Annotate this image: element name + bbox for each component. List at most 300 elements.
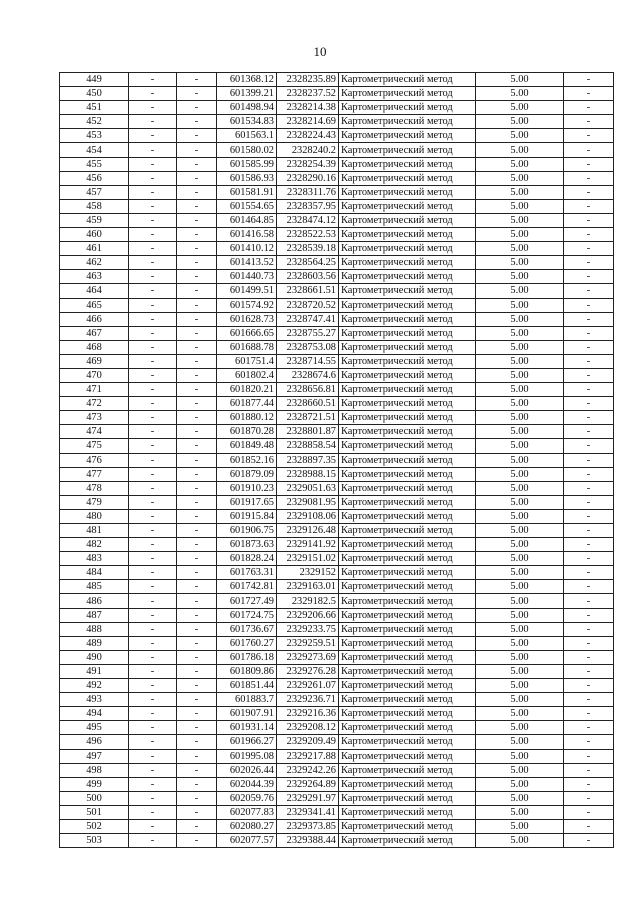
col3-cell: -	[177, 284, 217, 298]
last-col-cell: -	[564, 580, 614, 594]
col2-cell: -	[129, 242, 177, 256]
method-cell: Картометрический метод	[339, 284, 476, 298]
col3-cell: -	[177, 256, 217, 270]
method-cell: Картометрический метод	[339, 594, 476, 608]
y-coordinate-cell: 2329108.06	[277, 509, 339, 523]
method-cell: Картометрический метод	[339, 256, 476, 270]
table-row	[60, 805, 614, 819]
x-coordinate-cell: 601851.44	[217, 679, 277, 693]
col3-cell: -	[177, 171, 217, 185]
method-cell: Картометрический метод	[339, 552, 476, 566]
table-row	[60, 707, 614, 721]
x-coordinate-cell: 601580.02	[217, 143, 277, 157]
y-coordinate-cell: 2329163.01	[277, 580, 339, 594]
table-row	[60, 171, 614, 185]
accuracy-cell: 5.00	[476, 284, 564, 298]
col2-cell: -	[129, 397, 177, 411]
col3-cell: -	[177, 664, 217, 678]
table-row	[60, 791, 614, 805]
col3-cell: -	[177, 819, 217, 833]
col2-cell: -	[129, 368, 177, 382]
method-cell: Картометрический метод	[339, 439, 476, 453]
accuracy-cell: 5.00	[476, 242, 564, 256]
col2-cell: -	[129, 834, 177, 848]
x-coordinate-cell: 601966.27	[217, 735, 277, 749]
x-coordinate-cell: 601413.52	[217, 256, 277, 270]
accuracy-cell: 5.00	[476, 87, 564, 101]
table-row	[60, 763, 614, 777]
method-cell: Картометрический метод	[339, 171, 476, 185]
point-number-cell: 471	[60, 383, 129, 397]
last-col-cell: -	[564, 270, 614, 284]
method-cell: Картометрический метод	[339, 115, 476, 129]
accuracy-cell: 5.00	[476, 340, 564, 354]
x-coordinate-cell: 601586.93	[217, 171, 277, 185]
y-coordinate-cell: 2328474.12	[277, 213, 339, 227]
point-number-cell: 466	[60, 312, 129, 326]
last-col-cell: -	[564, 805, 614, 819]
table-row	[60, 354, 614, 368]
table-row	[60, 284, 614, 298]
table-row	[60, 481, 614, 495]
accuracy-cell: 5.00	[476, 397, 564, 411]
col3-cell: -	[177, 777, 217, 791]
point-number-cell: 472	[60, 397, 129, 411]
col3-cell: -	[177, 834, 217, 848]
col2-cell: -	[129, 340, 177, 354]
y-coordinate-cell: 2329151.02	[277, 552, 339, 566]
last-col-cell: -	[564, 707, 614, 721]
accuracy-cell: 5.00	[476, 805, 564, 819]
col2-cell: -	[129, 594, 177, 608]
last-col-cell: -	[564, 566, 614, 580]
point-number-cell: 465	[60, 298, 129, 312]
accuracy-cell: 5.00	[476, 735, 564, 749]
accuracy-cell: 5.00	[476, 101, 564, 115]
col2-cell: -	[129, 495, 177, 509]
accuracy-cell: 5.00	[476, 467, 564, 481]
method-cell: Картометрический метод	[339, 538, 476, 552]
col2-cell: -	[129, 199, 177, 213]
x-coordinate-cell: 602026.44	[217, 763, 277, 777]
page-number: 10	[313, 44, 327, 59]
point-number-cell: 493	[60, 693, 129, 707]
y-coordinate-cell: 2328988.15	[277, 467, 339, 481]
x-coordinate-cell: 601849.48	[217, 439, 277, 453]
last-col-cell: -	[564, 791, 614, 805]
point-number-cell: 469	[60, 354, 129, 368]
point-number-cell: 499	[60, 777, 129, 791]
accuracy-cell: 5.00	[476, 749, 564, 763]
y-coordinate-cell: 2328224.43	[277, 129, 339, 143]
col2-cell: -	[129, 650, 177, 664]
last-col-cell: -	[564, 650, 614, 664]
col3-cell: -	[177, 721, 217, 735]
col3-cell: -	[177, 270, 217, 284]
col3-cell: -	[177, 326, 217, 340]
table-row	[60, 566, 614, 580]
last-col-cell: -	[564, 213, 614, 227]
method-cell: Картометрический метод	[339, 368, 476, 382]
col3-cell: -	[177, 383, 217, 397]
point-number-cell: 494	[60, 707, 129, 721]
col2-cell: -	[129, 679, 177, 693]
last-col-cell: -	[564, 467, 614, 481]
point-number-cell: 489	[60, 636, 129, 650]
accuracy-cell: 5.00	[476, 411, 564, 425]
point-number-cell: 478	[60, 481, 129, 495]
accuracy-cell: 5.00	[476, 834, 564, 848]
y-coordinate-cell: 2328897.35	[277, 453, 339, 467]
x-coordinate-cell: 601581.91	[217, 185, 277, 199]
y-coordinate-cell: 2329051.63	[277, 481, 339, 495]
x-coordinate-cell: 601751.4	[217, 354, 277, 368]
method-cell: Картометрический метод	[339, 693, 476, 707]
x-coordinate-cell: 601464.85	[217, 213, 277, 227]
accuracy-cell: 5.00	[476, 312, 564, 326]
accuracy-cell: 5.00	[476, 326, 564, 340]
point-number-cell: 480	[60, 509, 129, 523]
point-number-cell: 473	[60, 411, 129, 425]
col3-cell: -	[177, 552, 217, 566]
point-number-cell: 484	[60, 566, 129, 580]
col3-cell: -	[177, 129, 217, 143]
col2-cell: -	[129, 157, 177, 171]
col3-cell: -	[177, 411, 217, 425]
col2-cell: -	[129, 707, 177, 721]
method-cell: Картометрический метод	[339, 143, 476, 157]
method-cell: Картометрический метод	[339, 650, 476, 664]
y-coordinate-cell: 2329264.89	[277, 777, 339, 791]
y-coordinate-cell: 2329373.85	[277, 819, 339, 833]
table-row	[60, 580, 614, 594]
x-coordinate-cell: 601724.75	[217, 608, 277, 622]
point-number-cell: 457	[60, 185, 129, 199]
table-row	[60, 87, 614, 101]
x-coordinate-cell: 601554.65	[217, 199, 277, 213]
table-row	[60, 326, 614, 340]
col2-cell: -	[129, 777, 177, 791]
method-cell: Картометрический метод	[339, 834, 476, 848]
col3-cell: -	[177, 735, 217, 749]
accuracy-cell: 5.00	[476, 171, 564, 185]
y-coordinate-cell: 2328290.16	[277, 171, 339, 185]
col2-cell: -	[129, 129, 177, 143]
accuracy-cell: 5.00	[476, 679, 564, 693]
last-col-cell: -	[564, 284, 614, 298]
point-number-cell: 483	[60, 552, 129, 566]
table-row	[60, 509, 614, 523]
col2-cell: -	[129, 115, 177, 129]
y-coordinate-cell: 2328603.56	[277, 270, 339, 284]
table-row	[60, 115, 614, 129]
point-number-cell: 463	[60, 270, 129, 284]
accuracy-cell: 5.00	[476, 622, 564, 636]
point-number-cell: 502	[60, 819, 129, 833]
last-col-cell: -	[564, 481, 614, 495]
x-coordinate-cell: 601873.63	[217, 538, 277, 552]
table-row	[60, 453, 614, 467]
point-number-cell: 479	[60, 495, 129, 509]
col3-cell: -	[177, 143, 217, 157]
col2-cell: -	[129, 622, 177, 636]
y-coordinate-cell: 2329208.12	[277, 721, 339, 735]
y-coordinate-cell: 2328753.08	[277, 340, 339, 354]
y-coordinate-cell: 2329081.95	[277, 495, 339, 509]
point-number-cell: 485	[60, 580, 129, 594]
x-coordinate-cell: 601585.99	[217, 157, 277, 171]
last-col-cell: -	[564, 143, 614, 157]
last-col-cell: -	[564, 721, 614, 735]
method-cell: Картометрический метод	[339, 805, 476, 819]
col2-cell: -	[129, 256, 177, 270]
x-coordinate-cell: 601399.21	[217, 87, 277, 101]
x-coordinate-cell: 601995.08	[217, 749, 277, 763]
x-coordinate-cell: 601499.51	[217, 284, 277, 298]
y-coordinate-cell: 2329126.48	[277, 524, 339, 538]
y-coordinate-cell: 2329341.41	[277, 805, 339, 819]
point-number-cell: 476	[60, 453, 129, 467]
last-col-cell: -	[564, 129, 614, 143]
col3-cell: -	[177, 185, 217, 199]
x-coordinate-cell: 601786.18	[217, 650, 277, 664]
last-col-cell: -	[564, 242, 614, 256]
x-coordinate-cell: 601628.73	[217, 312, 277, 326]
col3-cell: -	[177, 650, 217, 664]
last-col-cell: -	[564, 425, 614, 439]
last-col-cell: -	[564, 552, 614, 566]
last-col-cell: -	[564, 495, 614, 509]
col3-cell: -	[177, 495, 217, 509]
col3-cell: -	[177, 73, 217, 87]
last-col-cell: -	[564, 157, 614, 171]
table-row	[60, 538, 614, 552]
y-coordinate-cell: 2328858.54	[277, 439, 339, 453]
point-number-cell: 459	[60, 213, 129, 227]
accuracy-cell: 5.00	[476, 354, 564, 368]
y-coordinate-cell: 2328240.2	[277, 143, 339, 157]
point-number-cell: 451	[60, 101, 129, 115]
x-coordinate-cell: 601880.12	[217, 411, 277, 425]
last-col-cell: -	[564, 397, 614, 411]
accuracy-cell: 5.00	[476, 693, 564, 707]
col2-cell: -	[129, 524, 177, 538]
y-coordinate-cell: 2328539.18	[277, 242, 339, 256]
method-cell: Картометрический метод	[339, 312, 476, 326]
col3-cell: -	[177, 87, 217, 101]
method-cell: Картометрический метод	[339, 679, 476, 693]
accuracy-cell: 5.00	[476, 439, 564, 453]
last-col-cell: -	[564, 594, 614, 608]
last-col-cell: -	[564, 636, 614, 650]
col2-cell: -	[129, 453, 177, 467]
col3-cell: -	[177, 199, 217, 213]
x-coordinate-cell: 601410.12	[217, 242, 277, 256]
y-coordinate-cell: 2328721.51	[277, 411, 339, 425]
last-col-cell: -	[564, 312, 614, 326]
point-number-cell: 460	[60, 228, 129, 242]
point-number-cell: 498	[60, 763, 129, 777]
x-coordinate-cell: 601416.58	[217, 228, 277, 242]
accuracy-cell: 5.00	[476, 538, 564, 552]
col2-cell: -	[129, 749, 177, 763]
table-row	[60, 608, 614, 622]
x-coordinate-cell: 601828.24	[217, 552, 277, 566]
x-coordinate-cell: 601915.84	[217, 509, 277, 523]
x-coordinate-cell: 601877.44	[217, 397, 277, 411]
y-coordinate-cell: 2328720.52	[277, 298, 339, 312]
y-coordinate-cell: 2329217.88	[277, 749, 339, 763]
x-coordinate-cell: 601917.65	[217, 495, 277, 509]
table-row	[60, 101, 614, 115]
accuracy-cell: 5.00	[476, 129, 564, 143]
last-col-cell: -	[564, 819, 614, 833]
x-coordinate-cell: 601879.09	[217, 467, 277, 481]
method-cell: Картометрический метод	[339, 354, 476, 368]
y-coordinate-cell: 2328214.38	[277, 101, 339, 115]
x-coordinate-cell: 601852.16	[217, 453, 277, 467]
method-cell: Картометрический метод	[339, 383, 476, 397]
col3-cell: -	[177, 636, 217, 650]
method-cell: Картометрический метод	[339, 622, 476, 636]
method-cell: Картометрический метод	[339, 664, 476, 678]
col3-cell: -	[177, 509, 217, 523]
method-cell: Картометрический метод	[339, 411, 476, 425]
col2-cell: -	[129, 185, 177, 199]
last-col-cell: -	[564, 340, 614, 354]
x-coordinate-cell: 601883.7	[217, 693, 277, 707]
point-number-cell: 490	[60, 650, 129, 664]
last-col-cell: -	[564, 368, 614, 382]
y-coordinate-cell: 2328564.25	[277, 256, 339, 270]
accuracy-cell: 5.00	[476, 115, 564, 129]
point-number-cell: 454	[60, 143, 129, 157]
method-cell: Картометрический метод	[339, 73, 476, 87]
col2-cell: -	[129, 805, 177, 819]
last-col-cell: -	[564, 622, 614, 636]
col3-cell: -	[177, 115, 217, 129]
col2-cell: -	[129, 664, 177, 678]
x-coordinate-cell: 601534.83	[217, 115, 277, 129]
table-row	[60, 340, 614, 354]
table-row	[60, 228, 614, 242]
table-row	[60, 679, 614, 693]
point-number-cell: 470	[60, 368, 129, 382]
col3-cell: -	[177, 791, 217, 805]
col3-cell: -	[177, 693, 217, 707]
y-coordinate-cell: 2329209.49	[277, 735, 339, 749]
accuracy-cell: 5.00	[476, 213, 564, 227]
method-cell: Картометрический метод	[339, 340, 476, 354]
col2-cell: -	[129, 312, 177, 326]
method-cell: Картометрический метод	[339, 129, 476, 143]
y-coordinate-cell: 2328237.52	[277, 87, 339, 101]
point-number-cell: 464	[60, 284, 129, 298]
table-row	[60, 495, 614, 509]
x-coordinate-cell: 601870.28	[217, 425, 277, 439]
point-number-cell: 452	[60, 115, 129, 129]
col2-cell: -	[129, 538, 177, 552]
point-number-cell: 488	[60, 622, 129, 636]
table-row	[60, 834, 614, 848]
method-cell: Картометрический метод	[339, 580, 476, 594]
y-coordinate-cell: 2328747.41	[277, 312, 339, 326]
x-coordinate-cell: 601574.92	[217, 298, 277, 312]
method-cell: Картометрический метод	[339, 228, 476, 242]
accuracy-cell: 5.00	[476, 566, 564, 580]
accuracy-cell: 5.00	[476, 707, 564, 721]
y-coordinate-cell: 2329182.5	[277, 594, 339, 608]
col3-cell: -	[177, 805, 217, 819]
last-col-cell: -	[564, 228, 614, 242]
last-col-cell: -	[564, 608, 614, 622]
x-coordinate-cell: 601563.1	[217, 129, 277, 143]
table-row	[60, 397, 614, 411]
method-cell: Картометрический метод	[339, 298, 476, 312]
accuracy-cell: 5.00	[476, 73, 564, 87]
method-cell: Картометрический метод	[339, 819, 476, 833]
method-cell: Картометрический метод	[339, 636, 476, 650]
y-coordinate-cell: 2329242.26	[277, 763, 339, 777]
accuracy-cell: 5.00	[476, 228, 564, 242]
method-cell: Картометрический метод	[339, 608, 476, 622]
method-cell: Картометрический метод	[339, 791, 476, 805]
method-cell: Картометрический метод	[339, 185, 476, 199]
x-coordinate-cell: 601727.49	[217, 594, 277, 608]
x-coordinate-cell: 601931.14	[217, 721, 277, 735]
x-coordinate-cell: 601742.81	[217, 580, 277, 594]
col3-cell: -	[177, 481, 217, 495]
col3-cell: -	[177, 312, 217, 326]
col2-cell: -	[129, 354, 177, 368]
col3-cell: -	[177, 368, 217, 382]
accuracy-cell: 5.00	[476, 495, 564, 509]
accuracy-cell: 5.00	[476, 481, 564, 495]
y-coordinate-cell: 2328235.89	[277, 73, 339, 87]
table-row	[60, 552, 614, 566]
col2-cell: -	[129, 101, 177, 115]
y-coordinate-cell: 2328714.55	[277, 354, 339, 368]
table-row	[60, 749, 614, 763]
method-cell: Картометрический метод	[339, 566, 476, 580]
last-col-cell: -	[564, 735, 614, 749]
method-cell: Картометрический метод	[339, 199, 476, 213]
x-coordinate-cell: 601498.94	[217, 101, 277, 115]
col2-cell: -	[129, 143, 177, 157]
method-cell: Картометрический метод	[339, 270, 476, 284]
col3-cell: -	[177, 622, 217, 636]
col3-cell: -	[177, 354, 217, 368]
col3-cell: -	[177, 679, 217, 693]
x-coordinate-cell: 602077.83	[217, 805, 277, 819]
point-number-cell: 497	[60, 749, 129, 763]
accuracy-cell: 5.00	[476, 509, 564, 523]
table-body	[60, 73, 614, 848]
y-coordinate-cell: 2328357.95	[277, 199, 339, 213]
col2-cell: -	[129, 73, 177, 87]
col2-cell: -	[129, 791, 177, 805]
x-coordinate-cell: 602059.76	[217, 791, 277, 805]
col2-cell: -	[129, 425, 177, 439]
y-coordinate-cell: 2329141.92	[277, 538, 339, 552]
col3-cell: -	[177, 566, 217, 580]
point-number-cell: 455	[60, 157, 129, 171]
x-coordinate-cell: 601907.91	[217, 707, 277, 721]
x-coordinate-cell: 601809.86	[217, 664, 277, 678]
table-row	[60, 650, 614, 664]
col3-cell: -	[177, 439, 217, 453]
col3-cell: -	[177, 763, 217, 777]
